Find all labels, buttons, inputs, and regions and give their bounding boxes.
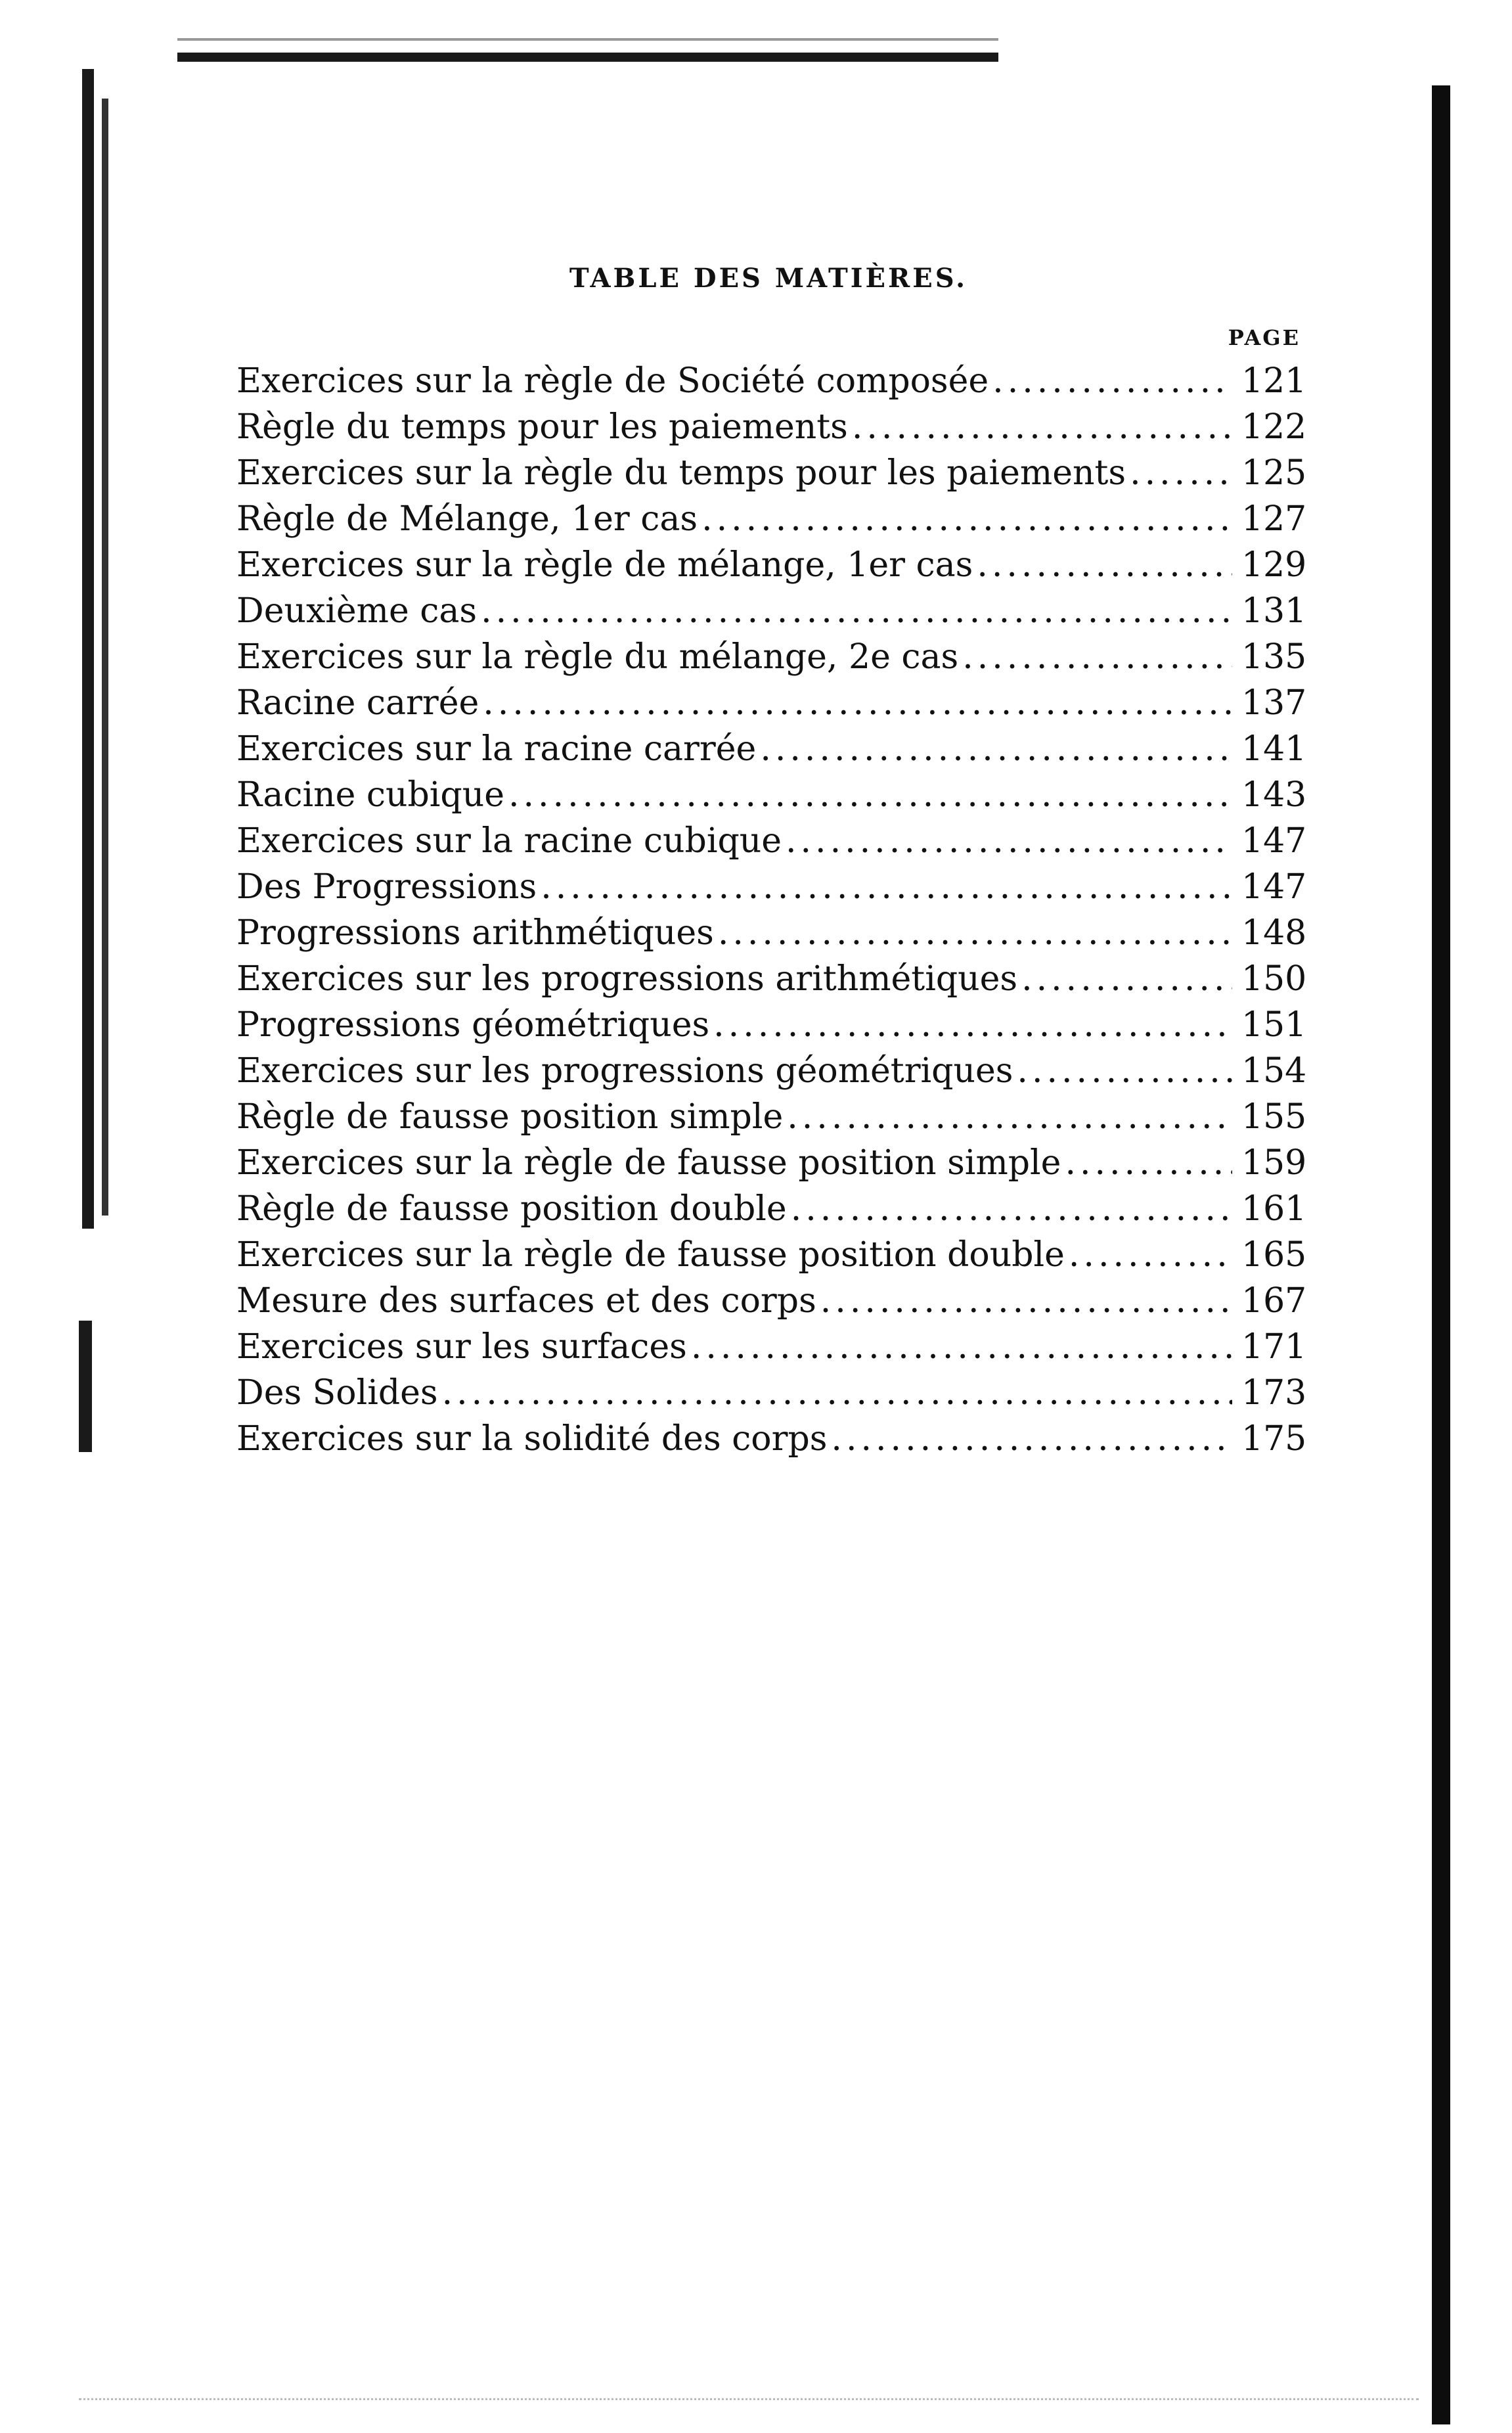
- toc-entry-label: Des Progressions: [236, 867, 537, 907]
- dot-leader: [483, 680, 1232, 726]
- toc-entry: [236, 588, 1307, 634]
- dot-leader: [713, 1002, 1232, 1048]
- toc-entry-label: Exercices sur la règle du mélange, 2e cas: [236, 637, 959, 677]
- toc-entry-page: 161: [1241, 1189, 1307, 1229]
- toc-entry: [236, 1094, 1307, 1140]
- toc-entry-label: Progressions arithmétiques: [236, 913, 714, 953]
- dot-leader: [977, 542, 1232, 588]
- toc-entry: [236, 910, 1307, 956]
- toc-entry-page: 131: [1241, 591, 1307, 631]
- toc-entry-page: 137: [1241, 683, 1307, 723]
- toc-entry: [236, 864, 1307, 910]
- dot-leader: [786, 818, 1232, 864]
- toc-entry-page: 173: [1241, 1373, 1307, 1413]
- dot-leader: [541, 864, 1232, 910]
- toc-entry-label: Exercices sur la racine carrée: [236, 729, 757, 769]
- toc-entry-page: 121: [1241, 361, 1307, 401]
- toc-entry-label: Des Solides: [236, 1373, 438, 1413]
- toc-entry-page: 171: [1241, 1327, 1307, 1367]
- toc-entry-label: Progressions géométriques: [236, 1005, 710, 1045]
- toc-entry-page: 125: [1241, 453, 1307, 493]
- toc-entry-page: 129: [1241, 545, 1307, 585]
- page-title: TABLE DES MATIÈRES.: [569, 263, 968, 294]
- dot-leader: [831, 1416, 1232, 1462]
- toc-entry: [236, 634, 1307, 680]
- toc-entry-page: 154: [1241, 1051, 1307, 1091]
- dot-leader: [760, 726, 1232, 772]
- toc-entry: [236, 358, 1307, 404]
- toc-entry: [236, 1048, 1307, 1094]
- toc-entry: [236, 1186, 1307, 1232]
- scan-edge-top: [177, 53, 998, 62]
- toc-entry: [236, 1232, 1307, 1278]
- toc-entry-label: Règle de fausse position double: [236, 1189, 787, 1229]
- dot-leader: [481, 588, 1232, 634]
- toc-entry-page: 147: [1241, 867, 1307, 907]
- toc-entry-page: 165: [1241, 1235, 1307, 1275]
- toc-entry: [236, 818, 1307, 864]
- dot-leader: [820, 1278, 1232, 1324]
- toc-entry: [236, 1002, 1307, 1048]
- table-of-contents: [236, 263, 1307, 1498]
- toc-entry-label: Exercices sur la solidité des corps: [236, 1419, 828, 1459]
- toc-entry-page: 159: [1241, 1143, 1307, 1183]
- scan-edge-left-inner: [102, 99, 108, 1216]
- toc-entry: [236, 956, 1307, 1002]
- toc-entry-label: Règle de Mélange, 1er cas: [236, 499, 698, 539]
- toc-entry-page: 150: [1241, 959, 1307, 999]
- toc-entry: [236, 1416, 1307, 1462]
- toc-entry-label: Racine carrée: [236, 683, 479, 723]
- dot-leader: [1065, 1140, 1232, 1186]
- toc-entry-label: Exercices sur la règle de fausse position simple: [236, 1143, 1061, 1183]
- dot-leader: [1017, 1048, 1232, 1094]
- scan-edge-left: [82, 69, 94, 1229]
- toc-entry: [236, 1370, 1307, 1416]
- toc-entry-page: 175: [1241, 1419, 1307, 1459]
- toc-entry-label: Règle du temps pour les paiements: [236, 407, 848, 447]
- toc-entry-label: Exercices sur la racine cubique: [236, 821, 782, 861]
- page-column-heading: PAGE: [1228, 325, 1301, 350]
- toc-entry-page: 147: [1241, 821, 1307, 861]
- dot-leader: [787, 1094, 1232, 1140]
- dot-leader: [992, 358, 1232, 404]
- toc-entry: [236, 496, 1307, 542]
- toc-entry-label: Racine cubique: [236, 775, 504, 815]
- dot-leader: [718, 910, 1232, 956]
- toc-entry-label: Exercices sur la règle de Société composée: [236, 361, 989, 401]
- toc-entry-page: 151: [1241, 1005, 1307, 1045]
- toc-entry-label: Deuxième cas: [236, 591, 478, 631]
- toc-entry: [236, 1324, 1307, 1370]
- dot-leader: [1130, 450, 1232, 496]
- toc-entry-page: 155: [1241, 1097, 1307, 1137]
- toc-entry-label: Exercices sur la règle de fausse position double: [236, 1235, 1065, 1275]
- toc-entry: [236, 680, 1307, 726]
- toc-entry-label: Règle de fausse position simple: [236, 1097, 784, 1137]
- dot-leader: [962, 634, 1232, 680]
- toc-list: [236, 358, 1307, 1462]
- dot-leader: [1021, 956, 1232, 1002]
- dot-leader: [691, 1324, 1232, 1370]
- dot-leader: [1069, 1232, 1232, 1278]
- toc-entry-page: 122: [1241, 407, 1307, 447]
- toc-entry: [236, 450, 1307, 496]
- toc-entry-label: Exercices sur les surfaces: [236, 1327, 687, 1367]
- toc-entry-label: Mesure des surfaces et des corps: [236, 1281, 816, 1321]
- toc-entry: [236, 1278, 1307, 1324]
- toc-entry-label: Exercices sur les progressions arithmétiques: [236, 959, 1018, 999]
- toc-entry-page: 167: [1241, 1281, 1307, 1321]
- dot-leader: [508, 772, 1232, 818]
- dot-leader: [442, 1370, 1232, 1416]
- scan-edge-bottom: [79, 2398, 1419, 2402]
- toc-entry-label: Exercices sur la règle de mélange, 1er cas: [236, 545, 973, 585]
- toc-entry: [236, 772, 1307, 818]
- toc-entry-label: Exercices sur la règle du temps pour les paiements: [236, 453, 1126, 493]
- toc-entry: [236, 726, 1307, 772]
- toc-entry: [236, 542, 1307, 588]
- dot-leader: [701, 496, 1232, 542]
- scan-edge-top-thin: [177, 38, 998, 41]
- scan-edge-right: [1432, 85, 1450, 2424]
- dot-leader: [852, 404, 1232, 450]
- toc-entry-page: 135: [1241, 637, 1307, 677]
- toc-entry-page: 141: [1241, 729, 1307, 769]
- scan-edge-left-lower: [79, 1321, 92, 1452]
- toc-entry: [236, 404, 1307, 450]
- toc-entry-page: 148: [1241, 913, 1307, 953]
- toc-entry-page: 127: [1241, 499, 1307, 539]
- toc-entry-page: 143: [1241, 775, 1307, 815]
- toc-entry: [236, 1140, 1307, 1186]
- dot-leader: [791, 1186, 1232, 1232]
- toc-entry-label: Exercices sur les progressions géométriques: [236, 1051, 1013, 1091]
